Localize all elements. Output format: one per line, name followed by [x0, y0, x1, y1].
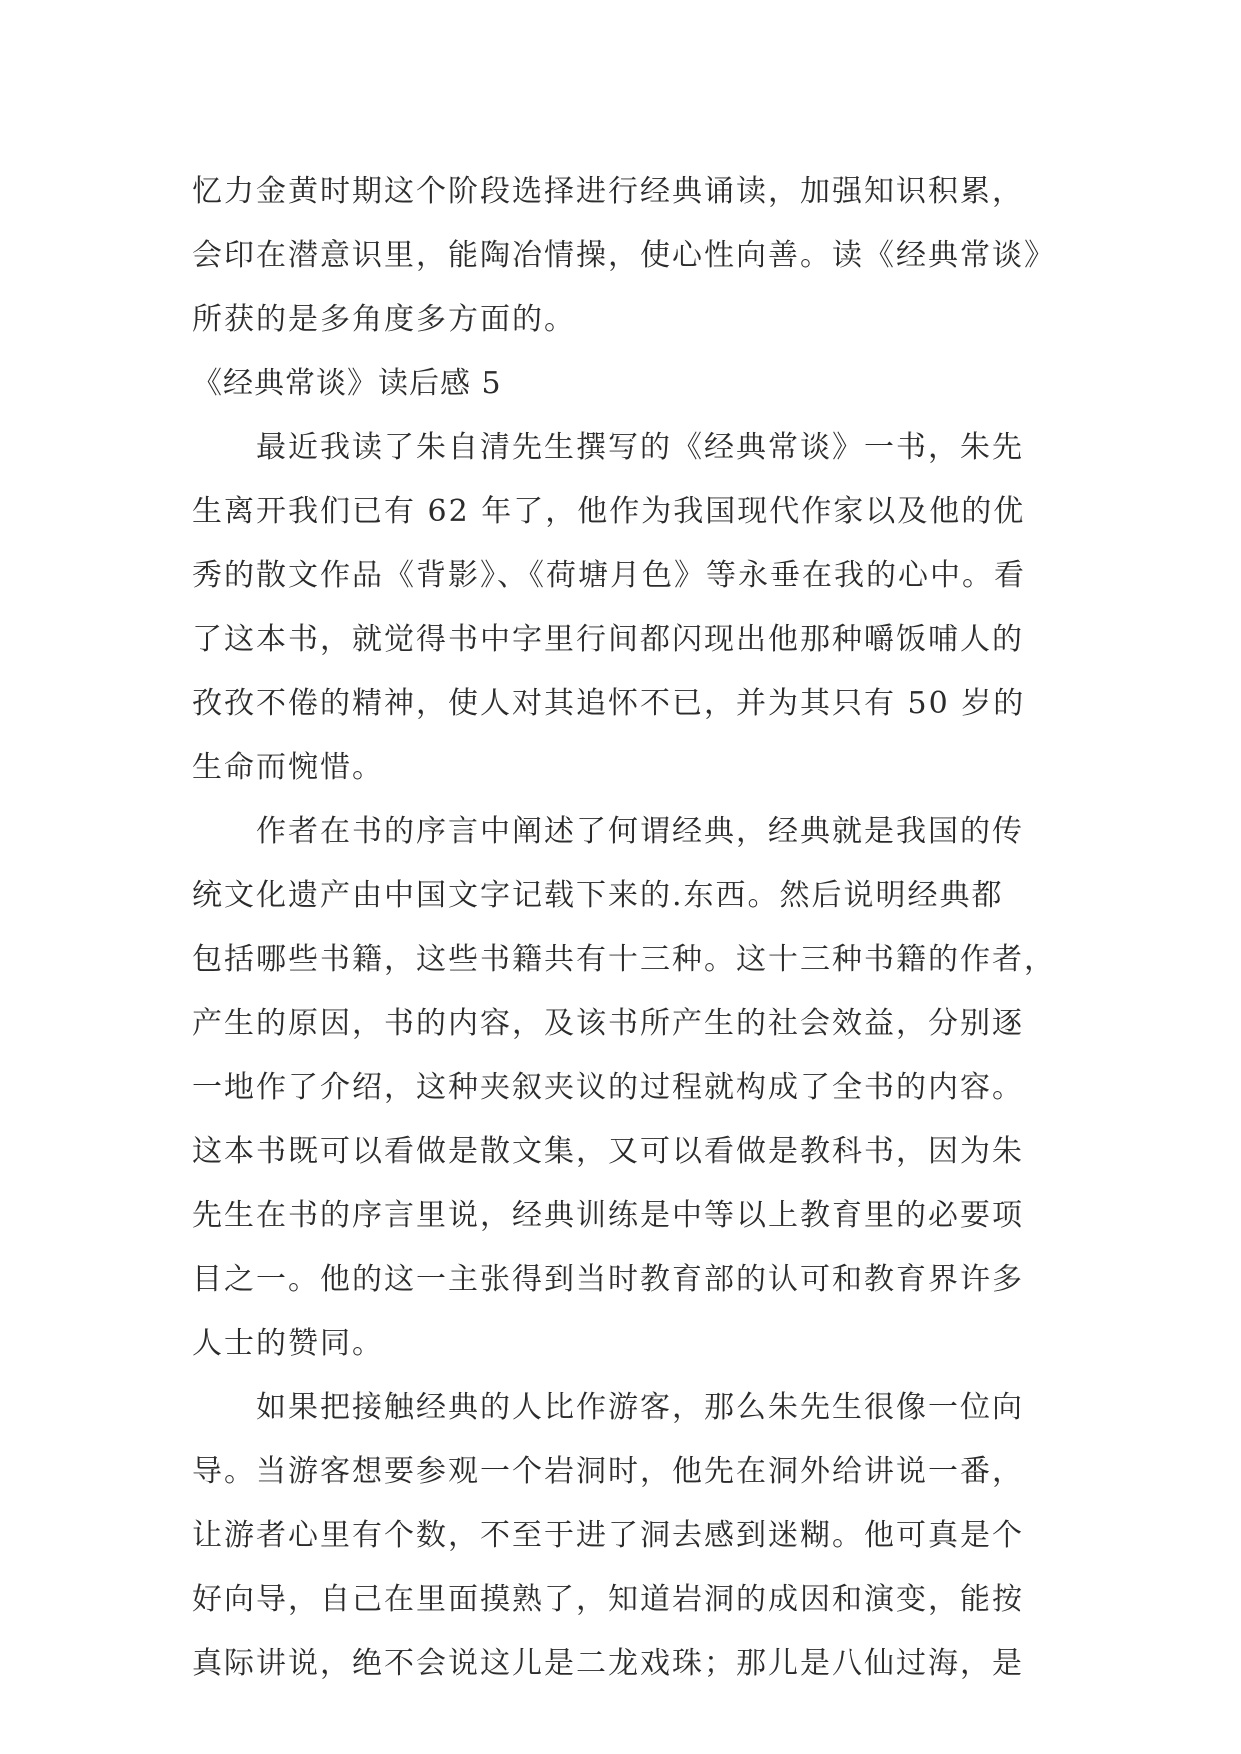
- paragraph-line: 生命而惋惜。: [192, 750, 384, 785]
- paragraph-line: 忆力金黄时期这个阶段选择进行经典诵读，加强知识积累，: [192, 174, 1024, 209]
- paragraph-line: 如果把接触经典的人比作游客，那么朱先生很像一位向: [256, 1390, 1024, 1425]
- paragraph-line: 作者在书的序言中阐述了何谓经典，经典就是我国的传: [256, 814, 1024, 849]
- paragraph-line: 会印在潜意识里，能陶冶情操，使心性向善。读《经典常谈》: [192, 238, 1056, 273]
- paragraph-line: 让游者心里有个数，不至于进了洞去感到迷糊。他可真是个: [192, 1518, 1024, 1553]
- paragraph-line: 目之一。他的这一主张得到当时教育部的认可和教育界许多: [192, 1262, 1024, 1297]
- paragraph-line: 一地作了介绍，这种夹叙夹议的过程就构成了全书的内容。: [192, 1070, 1024, 1105]
- section-title: 《经典常谈》读后感 5: [192, 366, 502, 401]
- paragraph-line: 这本书既可以看做是散文集，又可以看做是教科书，因为朱: [192, 1134, 1024, 1169]
- paragraph-line: 先生在书的序言里说，经典训练是中等以上教育里的必要项: [192, 1198, 1024, 1233]
- paragraph-line: 生离开我们已有 62 年了，他作为我国现代作家以及他的优: [192, 494, 1026, 529]
- paragraph-line: 了这本书，就觉得书中字里行间都闪现出他那种嚼饭哺人的: [192, 622, 1024, 657]
- paragraph-line: 包括哪些书籍，这些书籍共有十三种。这十三种书籍的作者，: [192, 942, 1056, 977]
- paragraph-line: 人士的赞同。: [192, 1326, 384, 1361]
- paragraph-line: 统文化遗产由中国文字记载下来的.东西。然后说明经典都: [192, 878, 1004, 913]
- paragraph-line: 最近我读了朱自清先生撰写的《经典常谈》一书，朱先: [256, 430, 1024, 465]
- paragraph-line: 真际讲说，绝不会说这儿是二龙戏珠；那儿是八仙过海，是: [192, 1646, 1024, 1681]
- paragraph-line: 孜孜不倦的精神，使人对其追怀不已，并为其只有 50 岁的: [192, 686, 1026, 721]
- paragraph-line: 秀的散文作品《背影》、《荷塘月色》等永垂在我的心中。看: [192, 558, 1026, 593]
- paragraph-line: 产生的原因，书的内容，及该书所产生的社会效益，分别逐: [192, 1006, 1024, 1041]
- paragraph-line: 所获的是多角度多方面的。: [192, 302, 576, 337]
- document-body: [192, 160, 1072, 1696]
- paragraph-line: 好向导，自己在里面摸熟了，知道岩洞的成因和演变，能按: [192, 1582, 1024, 1617]
- paragraph-line: 导。当游客想要参观一个岩洞时，他先在洞外给讲说一番，: [192, 1454, 1024, 1489]
